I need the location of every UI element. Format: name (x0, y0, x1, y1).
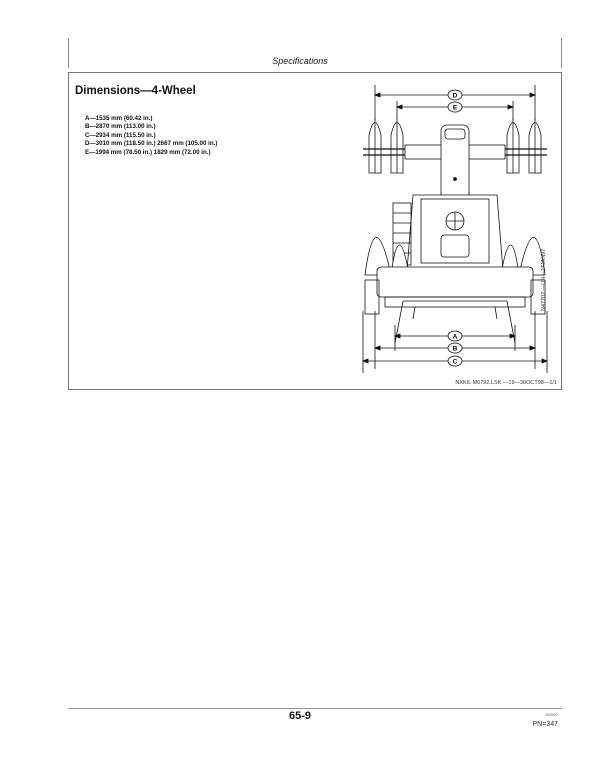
svg-text:C: C (452, 358, 458, 366)
svg-text:A: A (452, 333, 458, 341)
footer-rule (68, 708, 562, 709)
svg-text:D: D (452, 92, 458, 100)
callout-b (448, 343, 462, 353)
dimensions-panel (68, 72, 562, 390)
spec-item-b: B—2870 mm (113.00 in.) (85, 123, 156, 131)
spec-item-e: E—1994 mm (78.50 in.) 1829 mm (72.00 in.) (85, 148, 211, 156)
spec-list (85, 115, 217, 157)
figure-id: N47707 —UN—27JAN97 (541, 248, 547, 311)
tractor-top-view-diagram (355, 85, 555, 375)
page-header-title: Specifications (272, 56, 328, 66)
spec-item-a: A—1535 mm (60.42 in.) (85, 115, 153, 122)
callout-c (448, 356, 462, 366)
front-wheel-left-outer (369, 119, 381, 173)
spec-item-c: C—2934 mm (115.50 in.) (85, 131, 156, 139)
callout-d (448, 90, 462, 100)
page-number: 65-9 (288, 710, 312, 722)
callout-e (448, 102, 462, 112)
spec-item-d: D—3010 mm (118.50 in.) 2667 mm (105.00 in.) (85, 140, 218, 148)
svg-text:B: B (452, 345, 458, 353)
svg-text:E: E (452, 104, 458, 112)
section-title: Dimensions—4-Wheel (75, 85, 196, 97)
front-wheel-left-inner (391, 119, 403, 173)
footer-pn: PN=347 (532, 721, 558, 728)
footer-code: 110907 (544, 712, 558, 717)
callout-a (448, 331, 462, 341)
figure-reference: NXKIL M6792.LSK —19—30OCT98—1/1 (455, 380, 557, 386)
